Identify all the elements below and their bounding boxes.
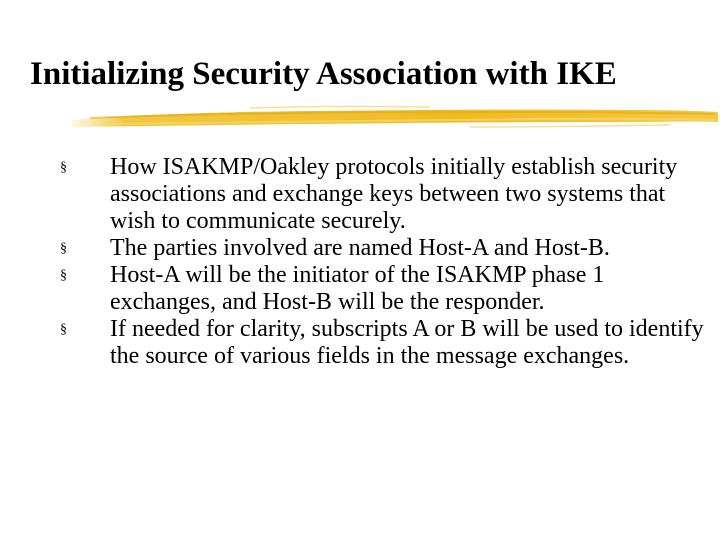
list-item <box>56 154 706 235</box>
bullet-text: How ISAKMP/Oakley protocols initially establish security associations and exchange keys between two systems that wish to communicate securely. <box>110 154 678 234</box>
square-bullet-icon: § <box>60 241 67 256</box>
bullet-text: If needed for clarity, subscripts A or B will be used to identify the source of various fields in the message exchanges. <box>110 316 704 369</box>
square-bullet-icon: § <box>60 322 67 337</box>
list-item <box>56 235 706 262</box>
bullet-text: Host-A will be the initiator of the ISAKMP phase 1 exchanges, and Host-B will be the responder. <box>110 262 605 315</box>
list-item <box>56 316 706 370</box>
slide-title: Initializing Security Association with IKE <box>30 56 617 92</box>
title-underline-brushstroke <box>70 100 720 132</box>
bullet-list <box>56 154 706 370</box>
list-item <box>56 262 706 316</box>
square-bullet-icon: § <box>60 160 67 175</box>
bullet-text: The parties involved are named Host-A and Host-B. <box>110 235 610 261</box>
square-bullet-icon: § <box>60 268 67 283</box>
